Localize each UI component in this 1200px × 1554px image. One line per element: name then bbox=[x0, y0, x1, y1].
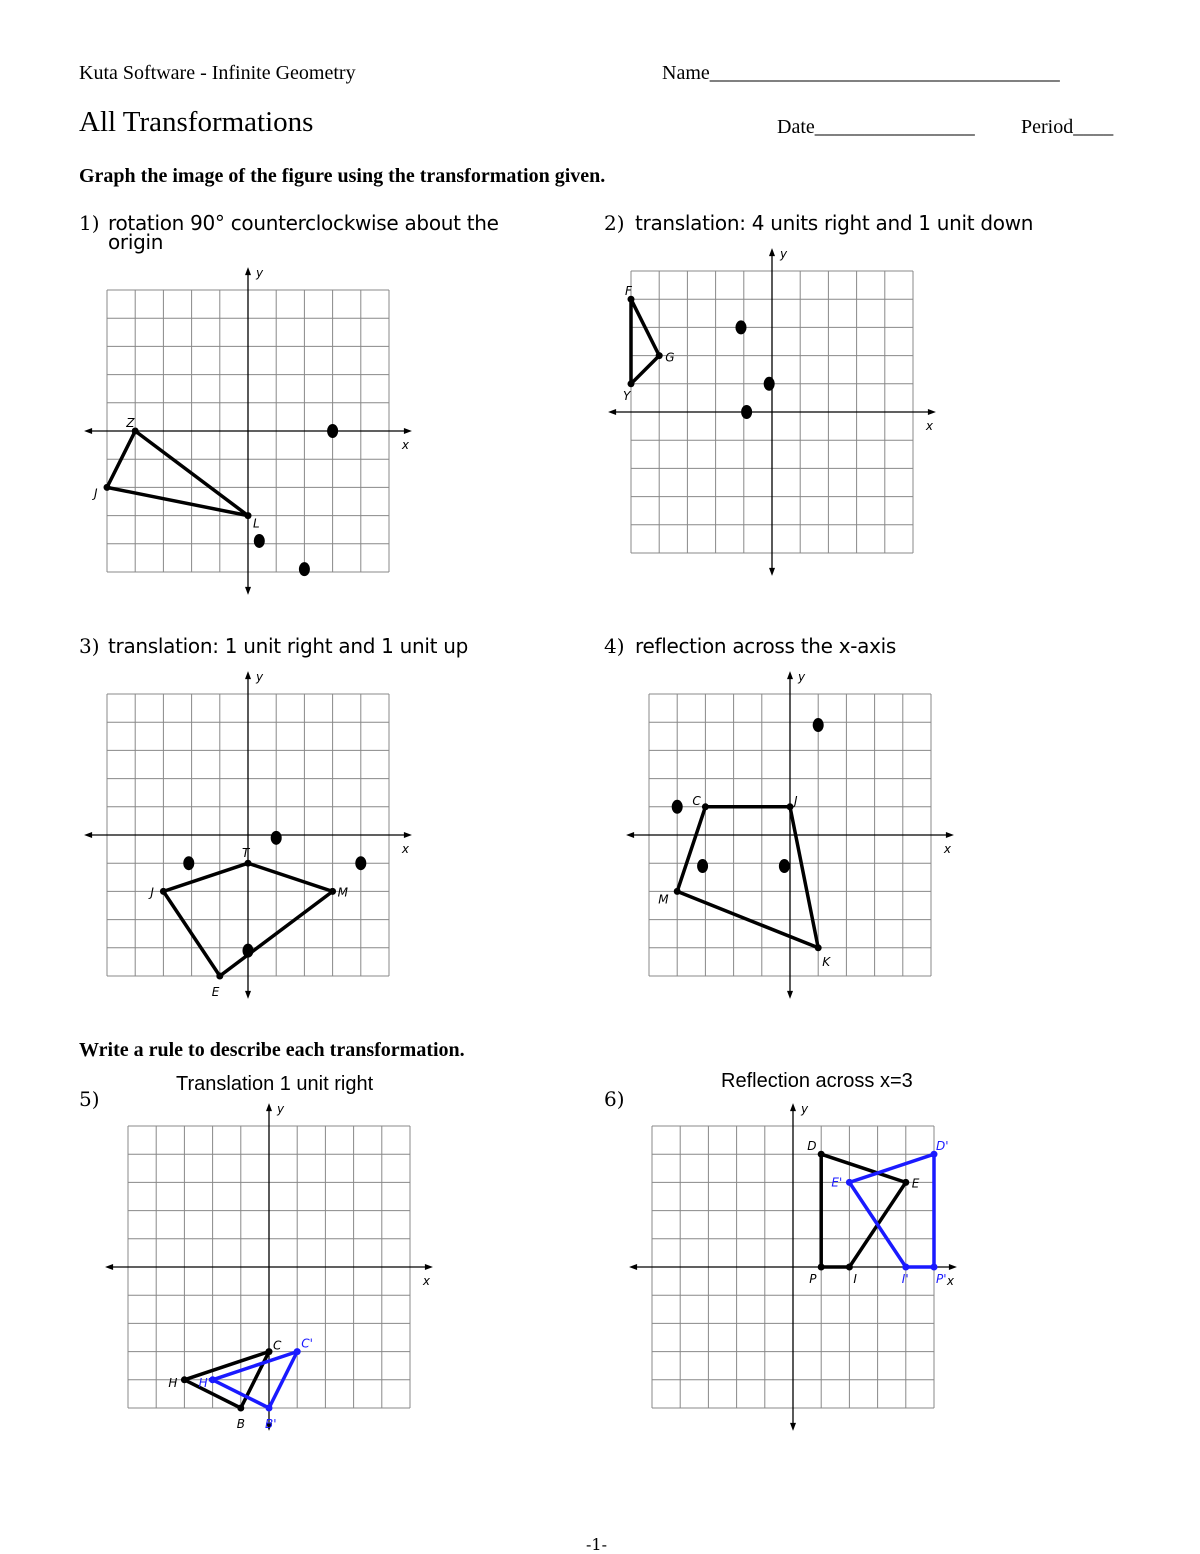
y-axis-arrow-up bbox=[790, 1103, 796, 1111]
problem-text: reflection across the x-axis bbox=[635, 634, 897, 658]
problem-text: origin bbox=[108, 230, 164, 254]
vertex-point bbox=[846, 1264, 853, 1271]
vertex-label: J bbox=[150, 885, 154, 900]
vertex-label: E bbox=[211, 985, 220, 999]
vertex-label: L bbox=[253, 516, 260, 531]
vertex-label: Z bbox=[126, 416, 135, 430]
vertex-label: I' bbox=[901, 1272, 909, 1286]
x-axis-label: x bbox=[401, 438, 410, 452]
x-axis-arrow-right bbox=[949, 1264, 957, 1270]
vertex-point bbox=[902, 1264, 909, 1271]
vertex-label: T bbox=[242, 846, 250, 861]
vertex-point bbox=[818, 1151, 825, 1158]
page-number: -1- bbox=[586, 1535, 607, 1554]
y-axis-label: y bbox=[780, 247, 788, 262]
y-axis-arrow-down bbox=[790, 1423, 796, 1431]
vertex-label: F bbox=[625, 284, 632, 299]
section-instruction-rule: Write a rule to describe each transformation. bbox=[79, 1039, 465, 1061]
worksheet-title: All Transformations bbox=[79, 106, 314, 138]
vertex-label: H' bbox=[198, 1375, 211, 1390]
x-axis-arrow-left bbox=[629, 1264, 637, 1270]
vertex-label: E bbox=[911, 1176, 920, 1191]
x-axis-label: x bbox=[422, 1274, 431, 1288]
vertex-label: K bbox=[822, 954, 831, 969]
problem-number: 2) bbox=[604, 211, 625, 235]
vertex-label: M bbox=[658, 892, 669, 907]
name-field[interactable]: Name___________________________________ bbox=[662, 62, 1060, 84]
software-name: Kuta Software - Infinite Geometry bbox=[79, 62, 356, 84]
problem-text: translation: 1 unit right and 1 unit up bbox=[108, 634, 469, 658]
vertex-point bbox=[931, 1264, 938, 1271]
problem-number: 4) bbox=[604, 634, 625, 658]
y-axis-label: y bbox=[256, 266, 264, 281]
y-axis-label: y bbox=[256, 670, 264, 685]
vertex-label: C bbox=[273, 1338, 282, 1353]
y-axis-label: y bbox=[798, 670, 806, 685]
vertex-label: I bbox=[853, 1272, 857, 1286]
problem-text: rotation 90° counterclockwise about the bbox=[108, 211, 499, 235]
vertex-label: B' bbox=[265, 1417, 277, 1431]
vertex-point bbox=[846, 1179, 853, 1186]
y-axis-label: y bbox=[277, 1102, 285, 1117]
vertex-label: J bbox=[794, 793, 798, 808]
vertex-label: J bbox=[94, 486, 98, 501]
vertex-label: C' bbox=[301, 1336, 313, 1351]
x-axis-label: x bbox=[943, 842, 952, 856]
problem-number: 1) bbox=[79, 211, 100, 235]
vertex-label: Y bbox=[623, 388, 631, 403]
problem-text: translation: 4 units right and 1 unit down bbox=[635, 211, 1034, 235]
section-instruction-graph: Graph the image of the figure using the transformation given. bbox=[79, 165, 606, 187]
problem-number: 5) bbox=[79, 1087, 100, 1111]
vertex-label: P' bbox=[936, 1272, 947, 1286]
vertex-label: B bbox=[236, 1417, 246, 1431]
x-axis-label: x bbox=[401, 842, 410, 856]
vertex-label: C bbox=[692, 793, 701, 808]
x-axis-label: x bbox=[925, 419, 934, 433]
vertex-label: D bbox=[807, 1139, 817, 1154]
problem-number: 6) bbox=[604, 1087, 625, 1111]
vertex-point bbox=[818, 1264, 825, 1271]
y-axis-label: y bbox=[801, 1102, 809, 1117]
vertex-label: E' bbox=[831, 1175, 843, 1190]
vertex-label: D' bbox=[936, 1139, 949, 1154]
problem-number: 3) bbox=[79, 634, 100, 658]
vertex-label: H bbox=[168, 1375, 178, 1390]
vertex-label: P bbox=[809, 1272, 817, 1286]
period-field[interactable]: Period____ bbox=[1021, 116, 1114, 138]
vertex-point bbox=[902, 1179, 909, 1186]
vertex-label: G bbox=[665, 350, 675, 365]
x-axis-label: x bbox=[946, 1274, 955, 1288]
vertex-label: M bbox=[337, 885, 348, 900]
answer-text: Translation 1 unit right bbox=[176, 1073, 374, 1095]
date-field[interactable]: Date________________ bbox=[777, 116, 975, 138]
answer-text: Reflection across x=3 bbox=[721, 1070, 913, 1092]
